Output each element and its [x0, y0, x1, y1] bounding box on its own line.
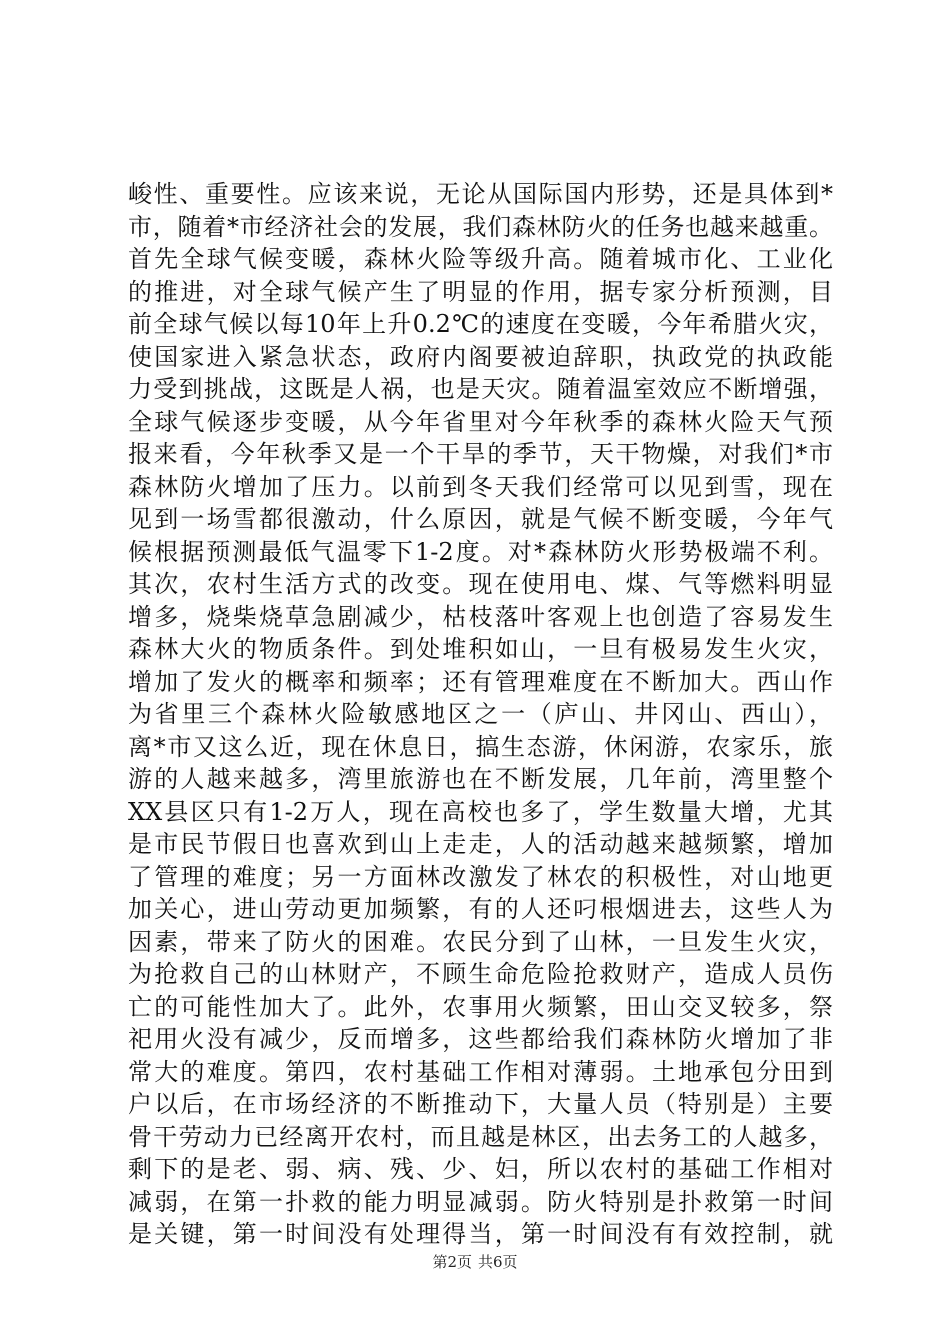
text-line: 加关心，进山劳动更加频繁，有的人还叼根烟进去，这些人为: [128, 895, 833, 923]
text-line: 森林大火的物质条件。到处堆积如山，一旦有极易发生火灾，: [128, 635, 833, 663]
text-line: 因素，带来了防火的困难。农民分到了山林，一旦发生火灾，: [128, 927, 833, 956]
body-text: [128, 178, 833, 1251]
text-line: 森林防火增加了压力。以前到冬天我们经常可以见到雪，现在: [128, 472, 833, 501]
text-line: 是关键，第一时间没有处理得当，第一时间没有有效控制，就: [128, 1220, 833, 1248]
text-line: 常大的难度。第四，农村基础工作相对薄弱。土地承包分田到: [128, 1057, 833, 1086]
text-line: 的推进，对全球气候产生了明显的作用，据专家分析预测，目: [128, 277, 833, 306]
page-number: 第2页: [432, 1253, 472, 1271]
text-line: 祀用火没有减少，反而增多，这些都给我们森林防火增加了非: [128, 1025, 833, 1053]
text-line: XX县区只有1-2万人，现在高校也多了，学生数量大增，尤其: [128, 797, 833, 826]
text-line: 全球气候逐步变暖，从今年省里对今年秋季的森林火险天气预: [128, 407, 833, 436]
text-line: 户以后，在市场经济的不断推动下，大量人员（特别是）主要: [128, 1090, 833, 1118]
text-line: 使国家进入紧急状态，政府内阁要被迫辞职，执政党的执政能: [128, 342, 833, 371]
text-line: 游的人越来越多，湾里旅游也在不断发展，几年前，湾里整个: [128, 765, 833, 793]
text-line: 候根据预测最低气温零下1-2度。对*森林防火形势极端不利。: [128, 537, 833, 566]
page-footer: [0, 1252, 950, 1272]
text-line: 是市民节假日也喜欢到山上走走，人的活动越来越频繁，增加: [128, 830, 833, 858]
text-line: 为省里三个森林火险敏感地区之一（庐山、井冈山、西山），: [128, 700, 833, 728]
text-line: 首先全球气候变暖，森林火险等级升高。随着城市化、工业化: [128, 245, 833, 273]
text-line: 了管理的难度；另一方面林改激发了林农的积极性，对山地更: [128, 862, 833, 891]
text-line: 为抢救自己的山林财产，不顾生命危险抢救财产，造成人员伤: [128, 960, 833, 988]
page-total: 共6页: [478, 1253, 518, 1271]
text-line: 剩下的是老、弱、病、残、少、妇，所以农村的基础工作相对: [128, 1155, 833, 1183]
text-line: 市，随着*市经济社会的发展，我们森林防火的任务也越来越重。: [128, 212, 833, 241]
text-line: 力受到挑战，这既是人祸，也是天灾。随着温室效应不断增强，: [128, 375, 833, 403]
text-line: 减弱，在第一扑救的能力明显减弱。防火特别是扑救第一时间: [128, 1187, 833, 1216]
text-line: 其次，农村生活方式的改变。现在使用电、煤、气等燃料明显: [128, 570, 833, 598]
text-line: 离*市又这么近，现在休息日，搞生态游，休闲游，农家乐，旅: [128, 732, 833, 761]
text-line: 报来看，今年秋季又是一个干旱的季节，天干物燥，对我们*市: [128, 440, 833, 468]
text-line: 峻性、重要性。应该来说，无论从国际国内形势，还是具体到*: [128, 180, 833, 208]
text-line: 骨干劳动力已经离开农村，而且越是林区，出去务工的人越多，: [128, 1122, 833, 1151]
text-line: 增加了发火的概率和频率；还有管理难度在不断加大。西山作: [128, 667, 833, 696]
text-line: 增多，烧柴烧草急剧减少，枯枝落叶客观上也创造了容易发生: [128, 602, 833, 631]
text-line: 亡的可能性加大了。此外，农事用火频繁，田山交叉较多，祭: [128, 992, 833, 1021]
text-line: 前全球气候以每10年上升0.2℃的速度在变暖，今年希腊火灾，: [128, 310, 833, 338]
text-line: 见到一场雪都很激动，什么原因，就是气候不断变暖，今年气: [128, 505, 833, 533]
